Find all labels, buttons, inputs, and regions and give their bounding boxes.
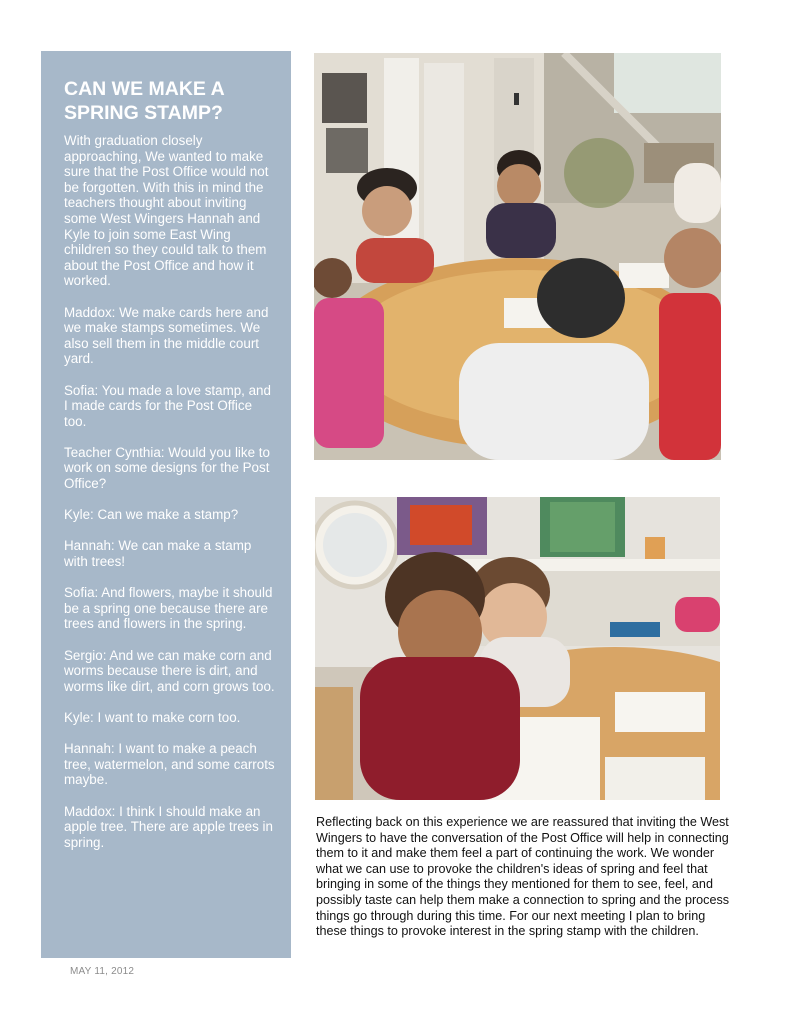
classroom-photo-top (314, 53, 721, 460)
reflection-caption: Reflecting back on this experience we are reassured that inviting the West Wingers to have the conversation of the Post Office will help in connecting them to it and make them feel a part of continuing the work. We wonder what we can use to provoke the children's ideas of spring and feel that bringing in some of the things they mentioned for them to see, feel, and possibly taste can help them make a connection to spring and the process things go through during this time. For our next meeting I plan to bring these things to provoke interest in the spring stamp with the children. (316, 815, 730, 939)
quote-paragraph: Kyle: Can we make a stamp? (64, 507, 239, 523)
page-title: CAN WE MAKE A SPRING STAMP? (64, 78, 224, 124)
quote-paragraph: Maddox: I think I should make an apple tree. There are apple trees in spring. (64, 803, 273, 850)
quote-paragraph: Sofia: You made a love stamp, and I made cards for the Post Office too. (64, 382, 271, 429)
classroom-photo-bottom (315, 497, 720, 800)
quote-paragraph: Teacher Cynthia: Would you like to work on some designs for the Post Office? (64, 444, 270, 492)
quote-paragraph: Sergio: And we can make corn and worms because there is dirt, and worms like dirt, and corn grows too. (64, 647, 275, 694)
sidebar-conversation (64, 133, 276, 866)
quote-paragraph: Hannah: I want to make a peach tree, watermelon, and some carrots maybe. (64, 741, 275, 788)
quote-paragraph: Kyle: I want to make corn too. (64, 709, 241, 725)
sidebar-panel (41, 51, 291, 958)
quote-paragraph: Sofia: And flowers, maybe it should be a spring one because there are trees and flowers in the spring. (64, 585, 273, 632)
intro-paragraph: With graduation closely approaching, We wanted to make sure that the Post Office would not be forgotten. With this in mind the teachers thought about inviting some West Wingers Hannah and Kyle to join some East Wing children so they could talk to them about the Post Office and how it worked. (64, 133, 269, 289)
page-date: MAY 11, 2012 (70, 966, 135, 977)
quote-paragraph: Hannah: We can make a stamp with trees! (64, 538, 252, 570)
quote-paragraph: Maddox: We make cards here and we make stamps sometimes. We also sell them in the middle court yard. (64, 304, 269, 367)
